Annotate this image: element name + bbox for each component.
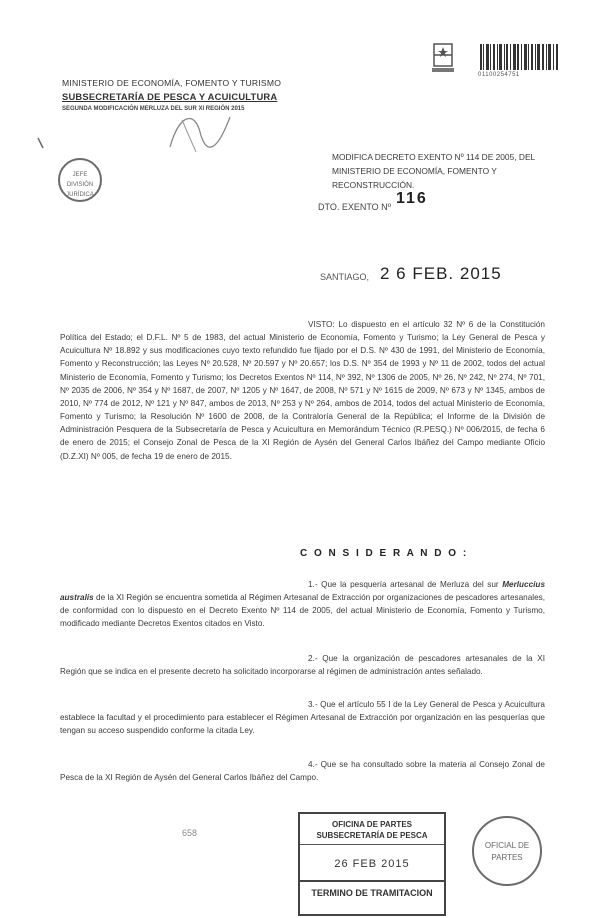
visto-paragraph <box>60 318 545 463</box>
stamp-term: TERMINO DE TRAMITACION <box>311 888 433 898</box>
decree-city: SANTIAGO, <box>320 272 370 282</box>
decree-date: 2 6 FEB. 2015 <box>380 264 502 283</box>
coat-of-arms-icon <box>428 40 458 76</box>
barcode-number: 01100254751 <box>478 72 520 78</box>
considerando-4: 4.- Que se ha consultado sobre la materia al Consejo Zonal de Pesca de la XI Región de Aysén del General Carlos Ibáñez del Campo. <box>60 760 545 783</box>
stamp-line-2: SUBSECRETARÍA DE PESCA <box>316 831 428 840</box>
stamp-divider <box>300 844 444 845</box>
visto-lead: VISTO: <box>308 320 335 329</box>
ministry-name: MINISTERIO DE ECONOMÍA, FOMENTO Y TURISMO <box>62 78 282 88</box>
handwritten-signature <box>160 102 240 162</box>
decree-label: DTO. EXENTO Nº <box>318 202 391 212</box>
handwritten-mark <box>36 136 46 150</box>
stamp-divider-2 <box>300 880 444 882</box>
subsecretaria-name: SUBSECRETARÍA DE PESCA Y ACUICULTURA <box>62 91 278 102</box>
bottom-mark: 658 <box>182 828 198 838</box>
legal-division-stamp: JEFE DIVISIÓN JURÍDICA <box>58 158 102 202</box>
considerando-1: 1.- Que la pesquería artesanal de Merluza del sur Merluccius australis de la XI Región se encuentra sometida al Régimen Artesanal de Extracción por organizaciones de pescadores artesanales, de conformidad con lo dispuesto en el Decreto Exento Nº 114 de 2005, del actual Ministerio de Economía, Fomento y Turismo, modificado mediante Decretos Exentos citados en Visto. <box>60 580 545 629</box>
decree-title: MODIFICA DECRETO EXENTO Nº 114 DE 2005, DEL MINISTERIO DE ECONOMÍA, FOMENTO Y RECONSTRUCCIÓN. <box>332 152 535 190</box>
header-subtitle: SEGUNDA MODIFICACIÓN MERLUZA DEL SUR XI REGIÓN 2015 <box>62 106 245 112</box>
stamp-date: 26 FEB 2015 <box>334 858 410 870</box>
office-of-parts-stamp <box>298 812 446 916</box>
stamp-line-1: OFICINA DE PARTES <box>331 820 412 829</box>
considerando-2: 2.- Que la organización de pescadores artesanales de la XI Región que se indica en el presente decreto ha solicitado incorporarse al régimen de administración antes señalado. <box>60 654 545 677</box>
considerando-3: 3.- Que el artículo 55 I de la Ley General de Pesca y Acuicultura establece la facultad y el procedimiento para establecer el Régimen Artesanal de Extracción por organización en las pesquerías que tengan su acceso suspendido conforme la citada Ley. <box>60 700 545 736</box>
considerando-heading: C O N S I D E R A N D O : <box>300 548 469 559</box>
official-parts-stamp: OFICIAL DE PARTES <box>472 816 542 886</box>
decree-number: 116 <box>396 190 428 207</box>
barcode-icon <box>480 44 560 70</box>
species-name: Merluccius australis <box>60 580 545 603</box>
visto-text: Lo dispuesto en el artículo 32 Nº 6 de la Constitución Política del Estado; el D.F.L. Nº 5 de 1983, del actual Ministerio de Economía, Fomento y Turismo; la Ley General de Pesca y Acuicultura Nº 18.892 y sus modificaciones cuyo texto refundido fue fijado por el D.S. Nº 430 de 1991, del Ministerio de Economía, Fomento y Reconstrucción; las Leyes Nº 20.528, Nº 20.597 y Nº 20.657; los D.S. Nº 354 de 1993 y Nº 11 de 2002, todos del actual Ministerio de Economía, Fomento y Turismo; los Decretos Exentos Nº 114, Nº 392, Nº 1306 de 2005, Nº 26, Nº 242, Nº 274, Nº 701, Nº 2035 de 2006, Nº 354 y Nº 1687, de 2007, Nº 1205 y Nº 1647, de 2008, Nº 571 y Nº 1615 de 2009, Nº 673 y Nº 1345, ambos de 2010, Nº 774 de 2012, Nº 121 y Nº 847, ambos de 2013, Nº 253 y Nº 264, ambos de 2014, todos del actual Ministerio de Economía, Fomento y Turismo; la Resolución Nº 1600 de 2008, de la Contraloría General de la República; el Informe de la División de Administración Pesquera de la Subsecretaría de Pesca y Acuicultura en Memorándum Técnico (R.PESQ.) Nº 006/2015, de fecha 6 de enero de 2015; el Consejo Zonal de Pesca de la XI Región de Aysén del General Carlos Ibáñez del Campo mediante Oficio (D.Z.XI) Nº 005, de fecha 19 de enero de 2015. <box>60 320 545 461</box>
